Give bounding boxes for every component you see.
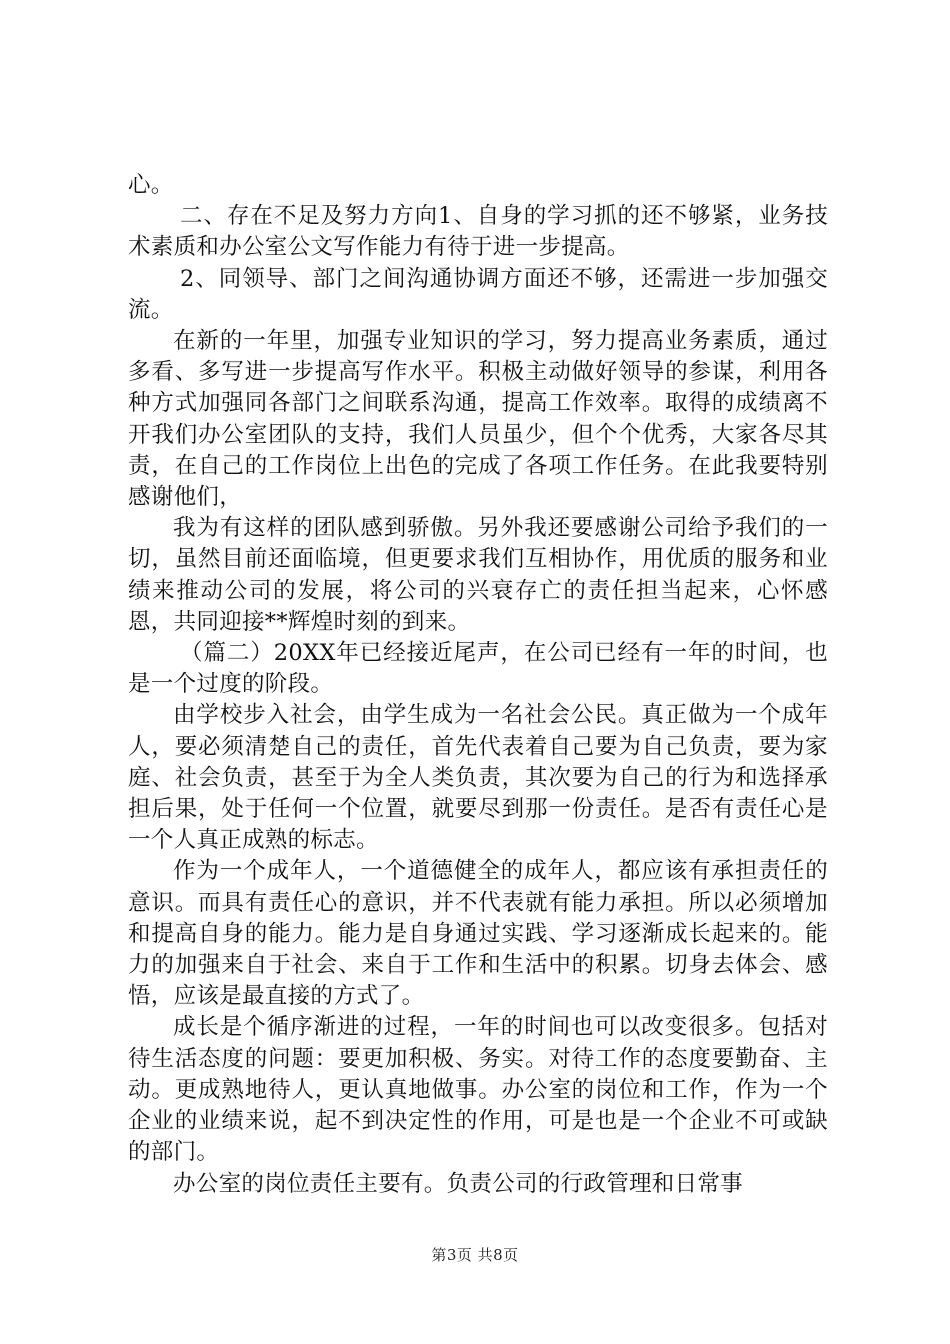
- paragraph-office-duties: 办公室的岗位责任主要有。负责公司的行政管理和日常事: [173, 1170, 744, 1197]
- document-body: [128, 170, 828, 1200]
- paragraph-continuation: 心。: [128, 172, 174, 198]
- paragraph-shortcomings: 二、存在不足及努力方向1、自身的学习抓的还不够紧，业务技术素质和办公室公文写作能力有待于进一步提高。: [128, 203, 828, 261]
- page-number-footer: 第3页 共8页: [431, 1246, 519, 1264]
- paragraph-part-two-intro: （篇二）20XX年已经接近尾声，在公司已经有一年的时间，也是一个过度的阶段。: [128, 640, 828, 698]
- paragraph-team-pride: 我为有这样的团队感到骄傲。另外我还要感谢公司给予我们的一切，虽然目前还面临境，但更要求我们互相协作，用优质的服务和业绩来推动公司的发展，将公司的兴衰存亡的责任担当起来，心怀感恩，共同迎接**辉煌时刻的到来。: [128, 515, 828, 635]
- paragraph-responsibility: 由学校步入社会，由学生成为一名社会公民。真正做为一个成年人，要必须清楚自己的责任，首先代表着自己要为自己负责，要为家庭、社会负责，甚至于为全人类负责，其次要为自己的行为和选择承担后果，处于任何一个位置，就要尽到那一份责任。是否有责任心是一个人真正成熟的标志。: [128, 702, 828, 854]
- paragraph-new-year-plan: 在新的一年里，加强专业知识的学习，努力提高业务素质，通过多看、多写进一步提高写作水平。积极主动做好领导的参谋，利用各种方式加强同各部门之间联系沟通，提高工作效率。取得的成绩离不开我们办公室团队的支持，我们人员虽少，但个个优秀，大家各尽其责，在自己的工作岗位上出色的完成了各项工作任务。在此我要特别感谢他们，: [128, 328, 828, 511]
- paragraph-communication: 2、同领导、部门之间沟通协调方面还不够，还需进一步加强交流。: [128, 265, 828, 323]
- paragraph-ability: 作为一个成年人，一个道德健全的成年人，都应该有承担责任的意识。而具有责任心的意识，并不代表就有能力承担。所以必须增加和提高自身的能力。能力是自身通过实践、学习逐渐成长起来的。能力的加强来自于社会、来自于工作和生活中的积累。切身去体会、感悟，应该是最直接的方式了。: [128, 858, 828, 1010]
- paragraph-growth: 成长是个循序渐进的过程，一年的时间也可以改变很多。包括对待生活态度的问题：要更加积极、务实。对待工作的态度要勤奋、主动。更成熟地待人，更认真地做事。办公室的岗位和工作，作为一个企业的业绩来说，起不到决定性的作用，可是也是一个企业不可或缺的部门。: [128, 1014, 828, 1166]
